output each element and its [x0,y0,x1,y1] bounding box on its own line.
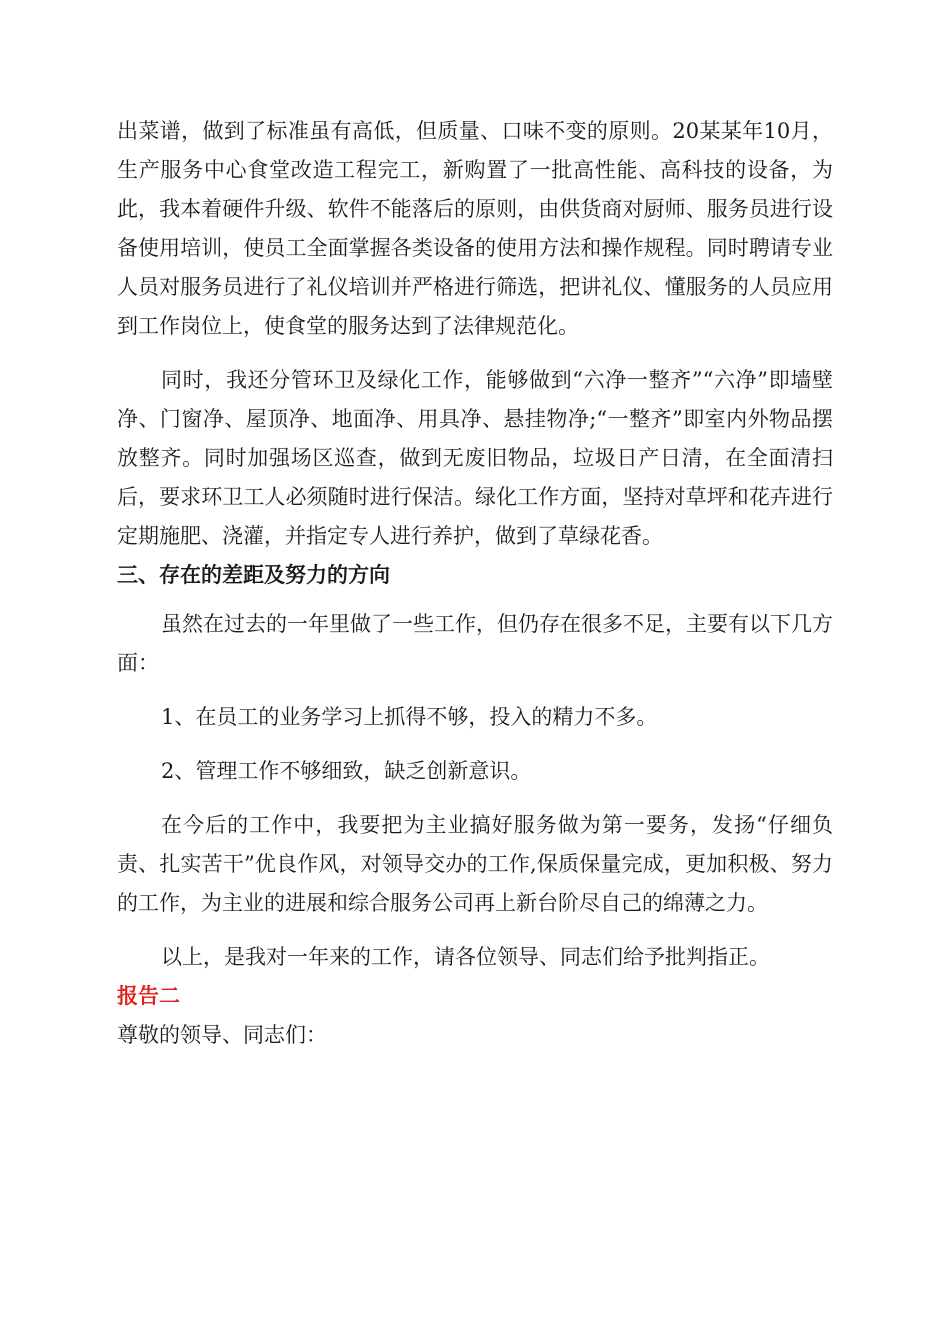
document-page [117,112,833,1055]
report-two-heading: 报告二 [117,984,180,1008]
paragraph-canteen-upgrade: 出菜谱，做到了标准虽有高低，但质量、口味不变的原则。20某某年10月，生产服务中心食堂改造工程完工，新购置了一批高性能、高科技的设备，为此，我本着硬件升级、软件不能落后的原则，由供货商对厨师、服务员进行设备使用培训，使员工全面掌握各类设备的使用方法和操作规程。同时聘请专业人员对服务员进行了礼仪培训并严格进行筛选，把讲礼仪、懂服务的人员应用到工作岗位上，使食堂的服务达到了法律规范化。 [117,119,833,338]
paragraph-closing: 以上，是我对一年来的工作，请各位领导、同志们给予批判指正。 [161,945,770,969]
paragraph-future-work: 在今后的工作中，我要把为主业搞好服务做为第一要务，发扬“仔细负责、扎实苦干”优良作风，对领导交办的工作,保质保量完成，更加积极、努力的工作，为主业的进展和综合服务公司再上新台阶尽自己的绵薄之力。 [117,813,833,915]
paragraph-shortcomings-intro: 虽然在过去的一年里做了一些工作，但仍存在很多不足，主要有以下几方面： [117,612,833,675]
salutation: 尊敬的领导、同志们： [117,1023,327,1047]
list-item-shortcoming-2: 2、管理工作不够细致，缺乏创新意识。 [161,759,532,783]
section-heading-gaps-and-direction: 三、存在的差距及努力的方向 [117,563,390,587]
paragraph-sanitation-greening: 同时，我还分管环卫及绿化工作，能够做到“六净一整齐”“六净”即墙壁净、门窗净、屋顶净、地面净、用具净、悬挂物净;“一整齐”即室内外物品摆放整齐。同时加强场区巡查，做到无废旧物品，垃圾日产日清，在全面清扫后，要求环卫工人必须随时进行保洁。绿化工作方面，坚持对草坪和花卉进行定期施肥、浇灌，并指定专人进行养护，做到了草绿花香。 [117,368,833,548]
list-item-shortcoming-1: 1、在员工的业务学习上抓得不够，投入的精力不多。 [161,705,658,729]
